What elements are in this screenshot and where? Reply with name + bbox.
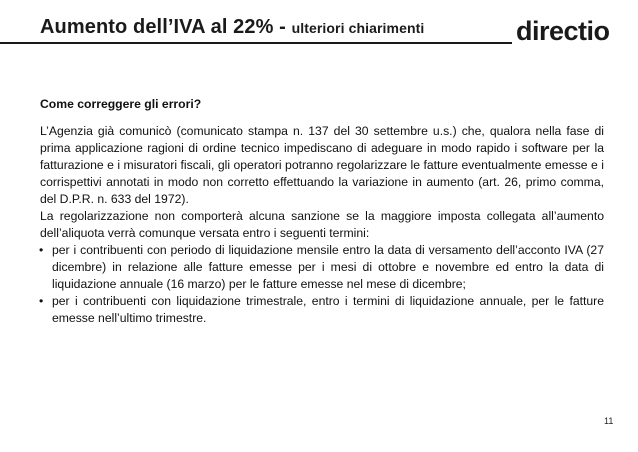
list-item-text: per i contribuenti con periodo di liquidazione mensile entro la data di versamento dell’acconto IVA (27 dicembre) in relazione alle fatture emesse per i mesi di ottobre e novembre ed entro la data di liquidazione annuale (16 marzo) per le fatture emesse nel mese di dicembre; [52,243,604,291]
list-item-text: per i contribuenti con liquidazione trimestrale, entro i termini di liquidazione annuale, per le fatture emesse nell’ultimo trimestre. [52,294,604,325]
directio-logo [514,14,620,48]
paragraph-agency-notice: L’Agenzia già comunicò (comunicato stampa n. 137 del 30 settembre u.s.) che, qualora nella fase di prima applicazione ragioni di ordine tecnico impediscano di adeguare in modo rapido i software per la fatturazione e i misuratori fiscali, gli operatori potranno regolarizzare le fatture eventualmente emesse e i corrispettivi annotati in modo non corretto effettuando la variazione in aumento (art. 26, primo comma, del D.P.R. n. 633 del 1972). [40,124,604,206]
slide-title [40,16,424,39]
bullet-marker: • [39,294,44,308]
list-item [40,242,604,293]
logo-text: directio [516,16,610,46]
section-heading: Come correggere gli errori? [40,97,202,111]
title-main: Aumento dell’IVA al 22% - [40,16,286,38]
title-subtitle: ulteriori chiarimenti [291,20,425,36]
page-number: 11 [604,416,614,426]
spacer [40,113,604,123]
bullet-marker: • [39,243,44,257]
paragraph-regularization: La regolarizzazione non comporterà alcuna sanzione se la maggiore imposta collegata all’aumento dell’aliquota verrà comunque versata entro i seguenti termini: [40,209,604,240]
title-underline [0,42,512,44]
list-item [40,293,604,327]
deadline-list [40,242,604,327]
slide-body [40,96,604,327]
